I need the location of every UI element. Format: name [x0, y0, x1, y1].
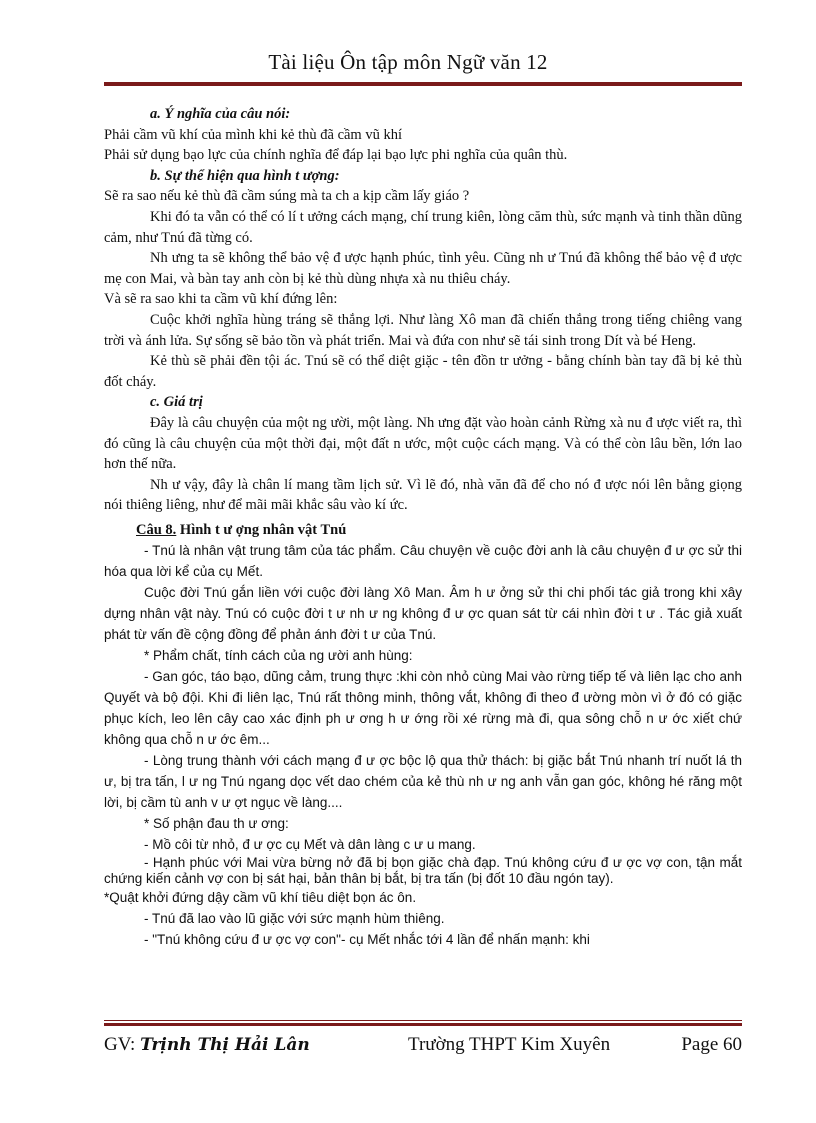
teacher-credit [104, 1034, 310, 1056]
page-number: Page 60 [681, 1034, 742, 1055]
paragraph: - "Tnú không cứu đ ư ợc vợ con"- cụ Mết nhắc tới 4 lần để nhấn mạnh: khi [144, 932, 590, 948]
school-name: Trường THPT Kim Xuyên [408, 1034, 611, 1055]
header-divider [104, 80, 742, 86]
paragraph: Phải sử dụng bạo lực của chính nghĩa để đáp lại bạo lực phi nghĩa của quân thù. [104, 147, 568, 164]
section-a-heading: a. Ý nghĩa của câu nói: [150, 106, 291, 122]
paragraph: Cuộc khởi nghĩa hùng tráng sẽ thắng lợi. Như làng Xô man đã chiến thắng trong tiếng chiêng vang trời và ánh lửa. Sự sống sẽ bảo tồn và phát triển. Mai và đứa con như sẽ tái sinh trong Dít và bé Heng. [104, 311, 742, 349]
question-label: Câu 8. [136, 521, 177, 538]
paragraph: Kẻ thù sẽ phải đền tội ác. Tnú sẽ có thể diệt giặc - tên đồn tr ưởng - bằng chính bàn tay đã bị kẻ thù đốt cháy. [104, 353, 742, 390]
paragraph: * Phẩm chất, tính cách của ng ười anh hùng: [144, 648, 413, 664]
footer-divider [104, 1020, 742, 1026]
teacher-name: Trịnh Thị Hải Lân [140, 1035, 310, 1055]
paragraph: Đây là câu chuyện của một ng ười, một làng. Nh ưng đặt vào hoàn cảnh Rừng xà nu đ ược viết ra, thì đó cũng là câu chuyện của một thời đại, một đất n ước, một cuộc cách mạng. Và có thể còn lâu bền, lớn lao hơn thế nữa. [104, 414, 742, 473]
paragraph: Cuộc đời Tnú gắn liền với cuộc đời làng Xô Man. Âm h ư ởng sử thi chi phối tác giả trong khi xây dựng nhân vật này. Tnú có cuộc đời t ư nh ư ng không đ ư ợc quan sát từ cái nhìn đời t ư . Tác giả xuất phát từ vấn đề cộng đồng để phản ánh đời t ư của Tnú. [104, 585, 742, 643]
paragraph: - Hạnh phúc với Mai vừa bừng nở đã bị bọn giặc chà đạp. Tnú không cứu đ ư ợc vợ con, tận mắt chứng kiến cảnh vợ con bị sát hại, bản thân bị bắt, bị tra tấn (bị đốt 10 đầu ngón tay). [104, 855, 742, 887]
question-8-heading [104, 520, 742, 541]
page-footer [104, 1034, 742, 1062]
paragraph: - Mồ côi từ nhỏ, đ ư ợc cụ Mết và dân làng c ư u mang. [144, 837, 476, 853]
question-title: Hình t ư ợng nhân vật Tnú [176, 521, 347, 538]
section-c-heading: c. Giá trị [150, 394, 203, 411]
paragraph: - Tnú đã lao vào lũ giặc với sức mạnh hùm thiêng. [144, 911, 445, 927]
paragraph: Nh ưng ta sẽ không thể bảo vệ đ ược hạnh phúc, tình yêu. Cũng nh ư Tnú đã không thể bảo vệ đ ược mẹ con Mai, và bàn tay anh còn bị kẻ thù dùng nhựa xà nu thiêu cháy. [104, 250, 742, 287]
page-title: Tài liệu Ôn tập môn Ngữ văn 12 [268, 50, 548, 74]
paragraph: Sẽ ra sao nếu kẻ thù đã cầm súng mà ta ch a kịp cầm lấy giáo ? [104, 188, 470, 205]
page-content [104, 104, 742, 950]
paragraph: - Tnú là nhân vật trung tâm của tác phẩm. Câu chuyện về cuộc đời anh là câu chuyện đ ư ợc sử thi hóa qua lời kể của cụ Mết. [104, 543, 742, 580]
paragraph: *Quật khởi đứng dậy cầm vũ khí tiêu diệt bọn ác ôn. [104, 890, 417, 906]
paragraph: Nh ư vậy, đây là chân lí mang tầm lịch sử. Vì lẽ đó, nhà văn đã để cho nó đ ược nói lên bằng giọng nói thiêng liêng, như để mãi mãi khắc sâu vào kí ức. [104, 476, 742, 514]
paragraph: Và sẽ ra sao khi ta cầm vũ khí đứng lên: [104, 291, 338, 308]
section-b-heading: b. Sự thể hiện qua hình t ượng: [150, 167, 340, 184]
paragraph: * Số phận đau th ư ơng: [144, 816, 289, 832]
teacher-label: GV: [104, 1034, 141, 1055]
paragraph: - Lòng trung thành với cách mạng đ ư ợc bộc lộ qua thử thách: bị giặc bắt Tnú nhanh trí nuốt lá th ư, bị tra tấn, l ư ng Tnú ngang dọc vết dao chém của kẻ thù nh ư ng anh vẫn gan góc, không hé răng một lời, bị cầm tù anh v ư ợt ngục về làng.... [104, 753, 742, 811]
paragraph: - Gan góc, táo bạo, dũng cảm, trung thực :khi còn nhỏ cùng Mai vào rừng tiếp tế và liên lạc cho anh Quyết và bộ đội. Khi đi liên lạc, Tnú rất thông minh, thông vắt, không đi theo đ ường mòn vì ở đó có giặc phục kích, leo lên cây cao xác định ph ư ơng h ư ớng rồi xé rừng mà đi, qua sông chỗ n ư ớc xiết chứ không qua chỗ n ư ớc êm... [104, 669, 742, 748]
paragraph: Khi đó ta vẫn có thể có lí t ưởng cách mạng, chí trung kiên, lòng căm thù, sức mạnh và tinh thần dũng cảm, như Tnú đã từng có. [104, 208, 742, 246]
paragraph: Phải cầm vũ khí của mình khi kẻ thù đã cầm vũ khí [104, 126, 402, 143]
